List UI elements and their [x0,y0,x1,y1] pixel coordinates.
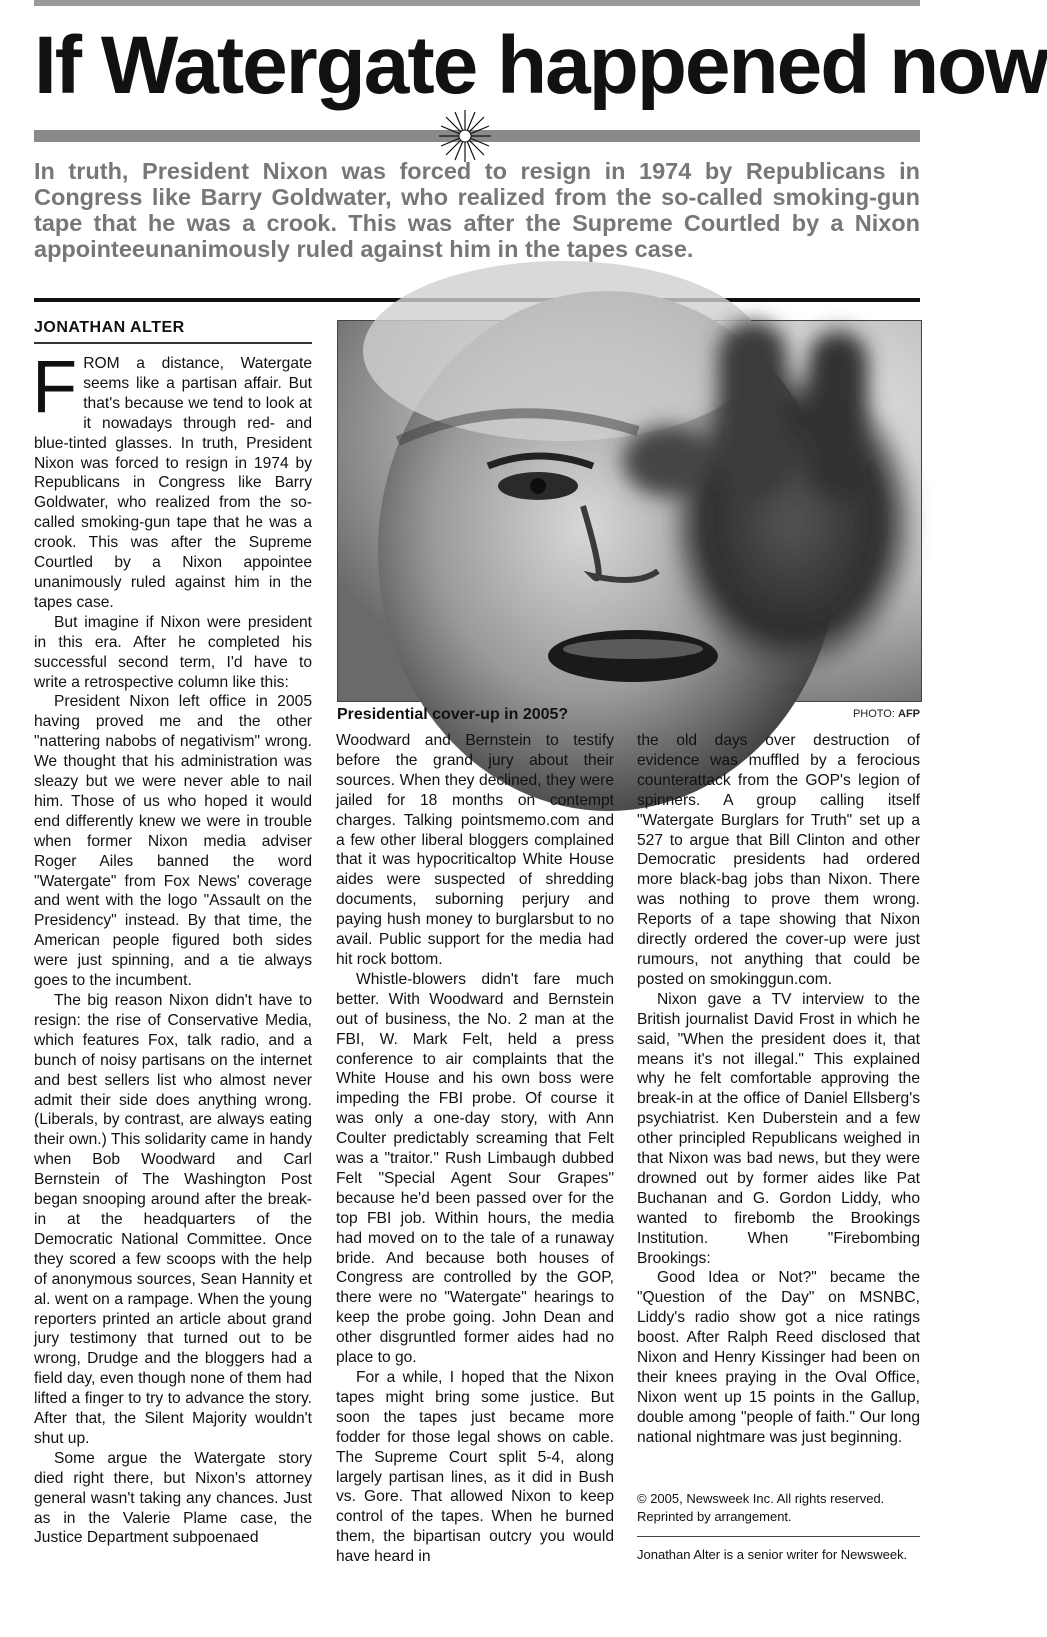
deck-summary: In truth, President Nixon was forced to resign in 1974 by Republicans in Congress like Barry Goldwater, who realized from the so-called smoking-gun tape that he was a crook. This was after the Supreme Courtled by a Nixon appointeeunanimously ruled against him in the tapes case. [34,158,920,262]
photo-caption: Presidential cover-up in 2005? [337,706,569,723]
photo-credit-source: AFP [898,708,920,720]
article-column-2 [336,731,614,1567]
paragraph: Woodward and Bernstein to testify before the grand jury about their sources. When they declined, they were jailed for 18 months on contempt charges. Talking pointsmemo.com and a few other liberal bloggers complained that it was hypocriticaltop White House aides were suspected of shredding documents, suborning perjury and paying hush money to burglarsbut to no avail. Public support for the media had hit rock bottom. [336,732,614,968]
paragraph: For a while, I hoped that the Nixon tapes might bring some justice. But soon the tapes just became more fodder for those legal shows on cable. The Supreme Court split 5-4, along largely partisan lines, as it did in Bush vs. Gore. That allowed Nixon to keep control of the tapes. When he burned them, the bipartisan outcry you would have heard in [336,1369,614,1566]
paragraph: The big reason Nixon didn't have to resign: the rise of Conservative Media, which features Fox, talk radio, and a bunch of noisy partisans on the internet and best sellers list who almost never admit their side does anything wrong. (Liberals, by contrast, are always eating their own.) This solidarity came in handy when Bob Woodward and Carl Bernstein of The Washington Post began snooping around after the break-in at the headquarters of the Democratic National Committee. Once they scored a few scoops with the help of anonymous sources, Sean Hannity et al. went on a rampage. When the young reporters printed an article about grand jury testimony that turned out to be wrong, Drudge and the bloggers had a field day, even though none of them had lifted a finger to try to advance the story. After that, the Silent Majority wouldn't shut up. [34,992,312,1447]
paragraph: Some argue the Watergate story died right there, but Nixon's attorney general wasn't taking any chances. Just as in the Valerie Plame case, the Justice Department subpoenaed [34,1449,312,1547]
portrait-illustration [338,321,921,701]
byline-rule [34,342,312,344]
paragraph: President Nixon left office in 2005 having proved me and the other "nattering nabobs of negativism" wrong. We thought that his administration was sleazy but we were never able to nail him. Those of us who hoped it would end differently knew we were in trouble when former Nixon media adviser Roger Ailes banned the word "Watergate" from Fox News' coverage and went with the logo "Assault on the Presidency" instead. By that time, the American people figured both sides were just spinning, and a tie always goes to the incumbent. [34,693,312,990]
paragraph: ROM a distance, Watergate seems like a partisan affair. But that's because we tend to look at it nowadays through red- and blue-tinted glasses. In truth, President Nixon was forced to resign in 1974 by Republicans in Congress like Barry Goldwater, who realized from the so-called smoking-gun tape that he was a crook. This was after the Supreme Courtled by a Nixon appointee unanimously ruled against him in the tapes case. [34,355,312,611]
footer-rule [637,1536,920,1537]
paragraph: Nixon gave a TV interview to the British journalist David Frost in which he said, "When the president does it, that means it's not illegal." This explained why he felt comfortable approving the break-in at the office of Daniel Ellsberg's psychiatrist. Ken Duberstein and a few other principled Republicans weighed in that Nixon was bad news, but they were drowned out by former aides like Pat Buchanan and G. Gordon Liddy, who wanted to firebomb the Brookings Institution. When "Firebombing Brookings: [637,990,920,1267]
drop-cap: F [32,345,78,428]
article-column-1 [32,345,312,1548]
article-photo [337,320,922,702]
paragraph: Whistle-blowers didn't fare much better. With Woodward and Bernstein out of business, the No. 2 man at the FBI, W. Mark Felt, held a press conference to air complaints that the White House and his own boss were impeding the FBI probe. Of course it was only a one-day story, with Ann Coulter predictably screaming that Felt was a "traitor." Rush Limbaugh dubbed Felt "Special Agent Sour Grapes" because he'd been passed over for the top FBI job. Within hours, the media had moved on to the tale of a runaway bride. And because both houses of Congress are controlled by the GOP, there were no "Watergate" hearings to keep the probe going. John Dean and other disgruntled former aides had no place to go. [336,970,614,1367]
starburst-icon [437,108,493,164]
byline: JONATHAN ALTER [34,319,185,336]
article-column-3 [637,731,920,1448]
paragraph: Good Idea or Not?" became the "Question of the Day" on MSNBC, Liddy's radio show got a nice ratings boost. After Ralph Reed disclosed that Nixon and Henry Kissinger had been on their knees praying in the Oval Office, Nixon went up 15 points in the Gallup, double among "people of faith." Our long national nightmare was just beginning. [637,1269,920,1446]
copyright-notice: © 2005, Newsweek Inc. All rights reserved. Reprinted by arrangement. [637,1491,885,1524]
photo-credit-label: PHOTO: [852,708,895,720]
photo-credit [853,708,920,720]
paragraph: But imagine if Nixon were president in this era. After he completed his successful second term, I'd have to write a retrospective column like this: [34,613,312,691]
author-bio: Jonathan Alter is a senior writer for Newsweek. [637,1547,908,1562]
headline: If Watergate happened now [34,20,1047,111]
top-rule [34,0,920,6]
paragraph: the old days over destruction of evidence was muffled by a ferocious counterattack from the GOP's legion of spinners. A group calling itself "Watergate Burglars for Truth" set up a 527 to argue that Bill Clinton and other Democratic presidents had ordered more black-bag jobs than Nixon. There was nothing to prove them wrong. Reports of a tape showing that Nixon directly ordered the cover-up were just rumours, not anything that could be posted on smokinggun.com. [637,732,920,988]
